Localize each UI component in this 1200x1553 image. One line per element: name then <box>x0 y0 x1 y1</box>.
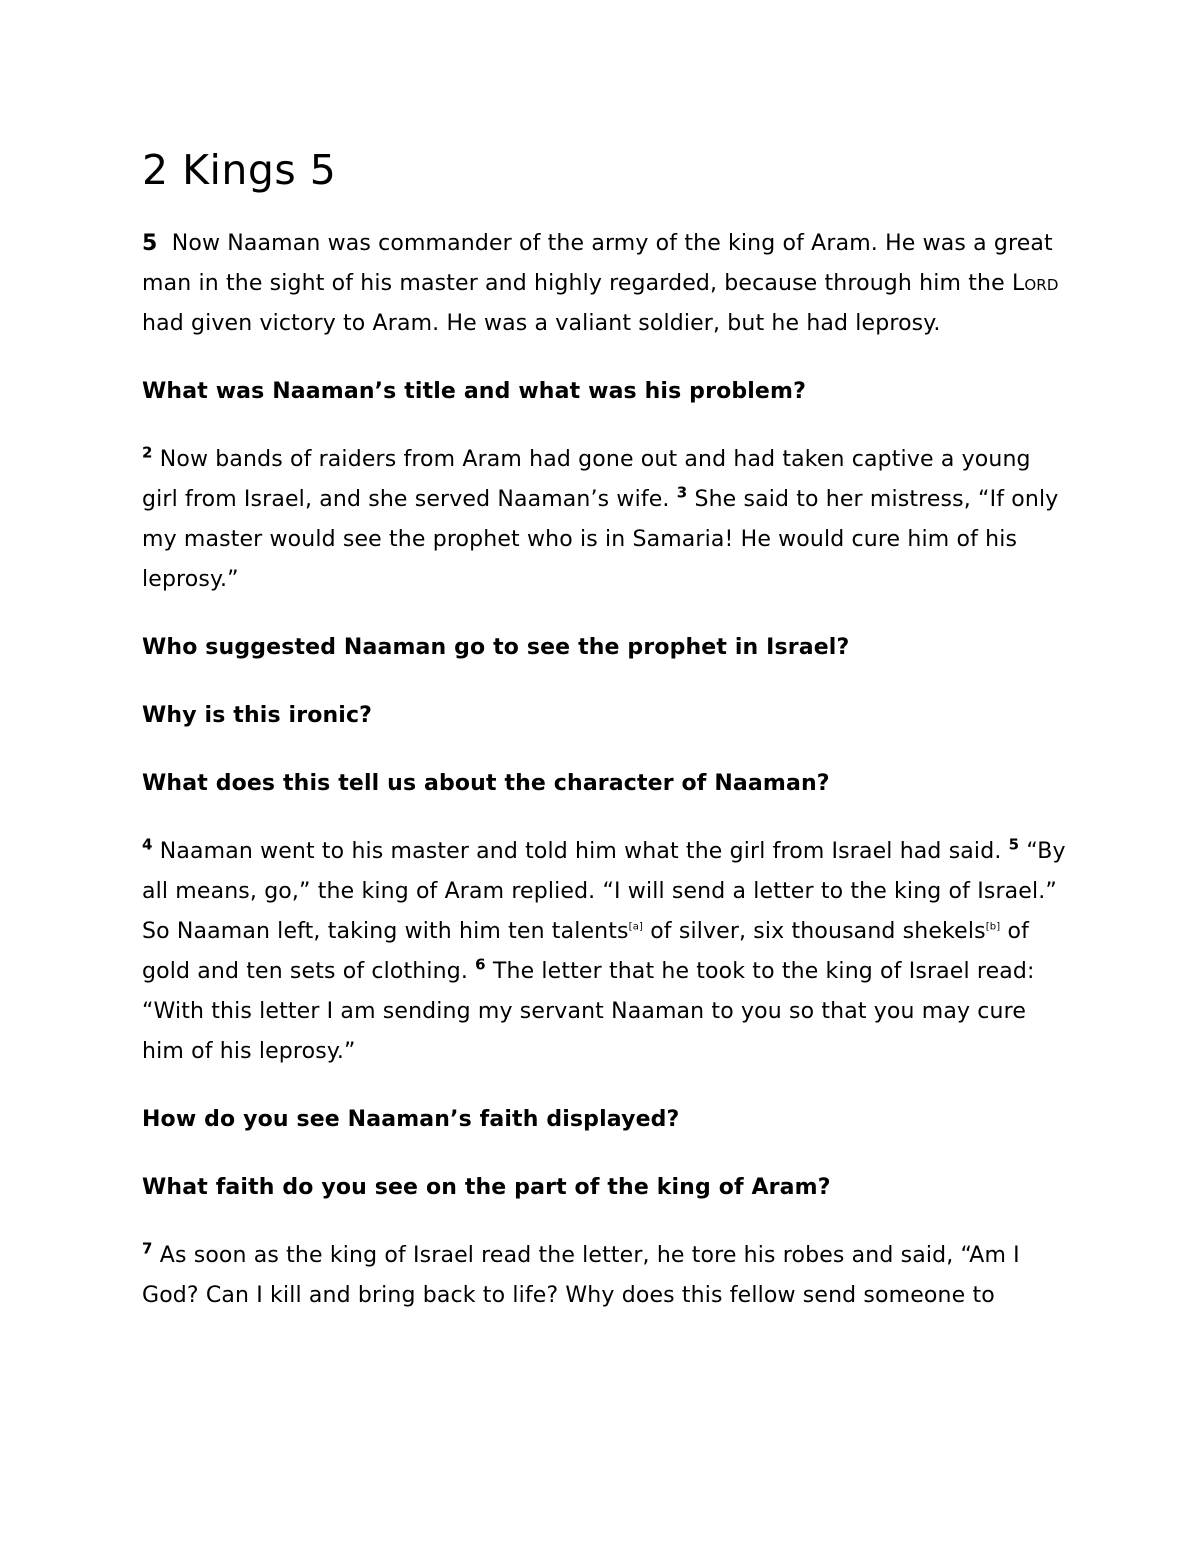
passage-text: Now Naaman was commander of the army of the king of Aram. He was a great man in the sight of his master and highly regarded, because through him the <box>142 231 1053 296</box>
question-4: What does this tell us about the character of Naaman? <box>142 771 830 796</box>
passage-text: As soon as the king of Israel read the letter, he tore his robes and said, “Am I God? Can I kill and bring back to life? Why does this fellow send someone to <box>142 1243 1020 1308</box>
passage-text: had given victory to Aram. He was a valiant soldier, but he had leprosy. <box>142 311 941 336</box>
verse-number: 7 <box>142 1239 153 1258</box>
document-page <box>142 142 1072 1344</box>
question-5: How do you see Naaman’s faith displayed? <box>142 1107 680 1132</box>
verse-number: 5 <box>142 231 158 256</box>
page-title: 2 Kings 5 <box>142 146 337 194</box>
passage-verses-4-6 <box>142 832 1072 1072</box>
verse-number: 2 <box>142 443 153 462</box>
passage-text: Naaman went to his master and told him what the girl from Israel had said. <box>159 839 1009 864</box>
verse-number: 6 <box>475 955 486 974</box>
verse-number: 5 <box>1008 835 1020 854</box>
passage-text: Now bands of raiders from Aram had gone out and had taken captive a young girl from Israel, and she served Naaman’s wife. <box>142 447 1031 512</box>
passage-text: She said to her mistress, “If only my master would see the prophet who is in Samaria! He would cure him of his leprosy.” <box>142 487 1059 592</box>
passage-text: of silver, six thousand shekels <box>643 919 986 944</box>
question-3: Why is this ironic? <box>142 703 373 728</box>
passage-text: The letter that he took to the king of Israel read: “With this letter I am sending my servant Naaman to you so that you may cure him of his leprosy.” <box>142 959 1035 1064</box>
passage-text: of gold and ten sets of clothing. <box>142 919 1029 984</box>
passage-verse-1 <box>142 224 1072 344</box>
footnote-marker[interactable]: [a] <box>628 921 644 933</box>
lord-text: Lord <box>1011 271 1059 296</box>
question-6: What faith do you see on the part of the king of Aram? <box>142 1175 831 1200</box>
passage-text: “By all means, go,” the king of Aram replied. “I will send a letter to the king of Israel.” So Naaman left, taking with him ten talents <box>142 839 1066 944</box>
verse-number: 4 <box>142 835 153 854</box>
footnote-marker[interactable]: [b] <box>985 921 1001 933</box>
verse-number: 3 <box>676 483 688 502</box>
question-2: Who suggested Naaman go to see the prophet in Israel? <box>142 635 850 660</box>
passage-verses-2-3 <box>142 440 1072 600</box>
passage-verse-7 <box>142 1236 1072 1316</box>
question-1: What was Naaman’s title and what was his problem? <box>142 379 806 404</box>
